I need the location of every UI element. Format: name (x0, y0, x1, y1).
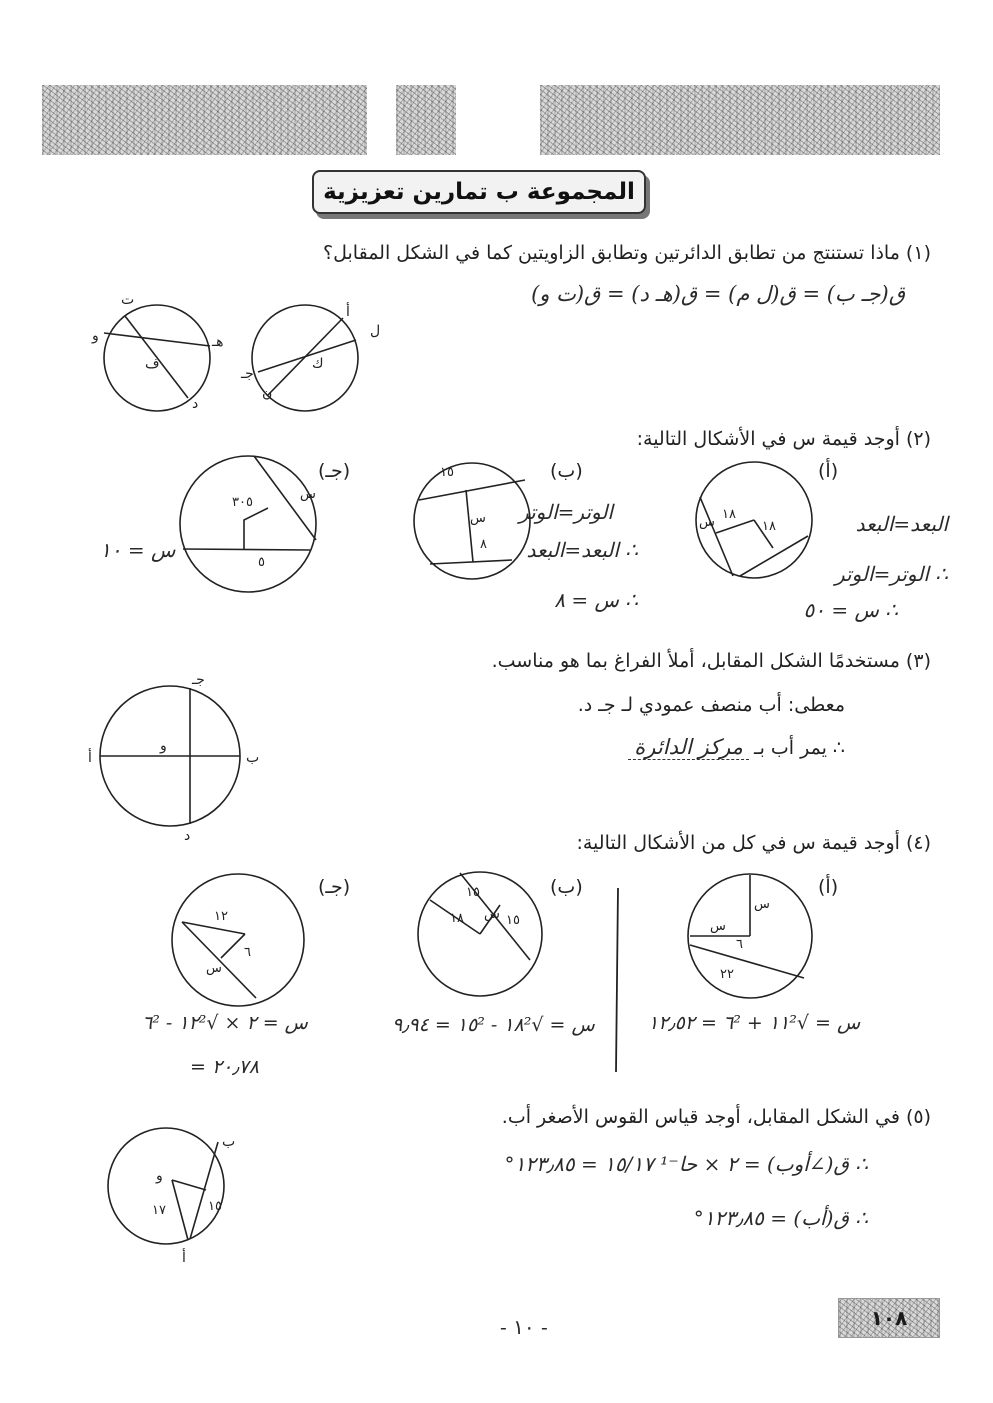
q2b-answer: ∴ س = ٨ (554, 588, 638, 612)
q2a-tag: (أ) (818, 460, 839, 482)
q5-label-w: و (156, 1168, 163, 1184)
q2b-chord-bottom (430, 560, 512, 564)
q1-label-t: ت (121, 292, 135, 308)
q2c-answer: س = ١٠ (100, 538, 176, 562)
q2c-tag: (جـ) (318, 460, 351, 482)
q4c-dim12: ١٢ (214, 909, 228, 924)
q1-label-k: ك (312, 356, 324, 372)
q5-label-b: ب (222, 1134, 236, 1150)
q3-question: (٣) مستخدمًا الشكل المقابل، أملأ الفراغ بما هو مناسب. (491, 650, 931, 672)
q1-label-j: جـ (241, 366, 254, 382)
q4a-answer: س = √١١² + ٦² = ١٢٫٥٢ (648, 1012, 861, 1034)
q2b-note2: ∴ البعد=البعد (526, 538, 638, 562)
q1-label-l: ل (370, 323, 381, 339)
q1-label-a: أ (346, 304, 350, 320)
q1-label-n: ن (262, 385, 273, 401)
q5-circle (108, 1128, 224, 1244)
q2c-perp (244, 508, 268, 549)
q4b-tag: (ب) (550, 876, 583, 898)
q4a-var1: س (754, 897, 770, 912)
q2a-chord-right (740, 536, 808, 576)
q4b-dim15a: ١٥ (466, 885, 480, 900)
q3-label-a: أ (88, 750, 92, 766)
q2a-dim1: ١٨ (722, 507, 736, 522)
q4c-perp (221, 934, 245, 958)
q2b-note1: الوتر=الوتر (519, 500, 613, 524)
q2a-note2: ∴ الوتر=الوتر (834, 562, 948, 586)
q4a-var2: س (710, 919, 726, 934)
q1-question: (١) ماذا تستنتج من تطابق الدائرتين وتطابق الزاويتين كما في الشكل المقابل؟ (323, 242, 931, 264)
q5-line2: ∴ ق(أب) = ١٢٣٫٨٥° (693, 1206, 868, 1230)
q5-label-17: ١٧ (152, 1203, 166, 1218)
q4a-chord (690, 945, 804, 978)
q2b-tag: (ب) (550, 460, 583, 482)
q1-label-d: د (192, 396, 199, 412)
section-title: المجموعة ب تمارين تعزيزية (312, 170, 646, 214)
q3-label-w: و (160, 738, 167, 754)
q2c-circle (180, 456, 316, 592)
page-number: - ١٠ - (500, 1315, 548, 1339)
q4b-answer: س = √١٨² - ١٥² = ٩٫٩٤ (392, 1014, 595, 1036)
q3-label-j: جـ (192, 672, 205, 688)
q2b-dim-top: ١٥ (440, 465, 454, 480)
q1-label-w: و (92, 328, 99, 344)
q2b-chord-top (419, 480, 525, 500)
q5-line1: ∴ ق(∠أوب) = ٢ × حا⁻¹ ١٥/١٧ = ١٢٣٫٨٥° (504, 1152, 868, 1176)
q2-question: (٢) أوجد قيمة س في الأشكال التالية: (636, 428, 931, 450)
q5-perp (172, 1180, 206, 1190)
q4c-var: س (206, 961, 222, 976)
q2a-note1: البعد=البعد (855, 512, 948, 536)
q4c-dim6: ٦ (244, 945, 251, 960)
q3-conclusion-fill: مركز الدائرة (628, 735, 749, 760)
q3-given: معطى: أب منصف عمودي لـ جـ د. (577, 694, 845, 716)
q2c-var: س (300, 487, 316, 502)
q4c-answer2: = ٢٠٫٧٨ (190, 1056, 259, 1078)
q2b-dim-bottom: ٨ (480, 537, 487, 552)
q1-label-f: ف (145, 356, 160, 372)
q2a-dim2: ١٨ (762, 519, 776, 534)
page-stamp: ١٠٨ (838, 1298, 940, 1338)
q3-conclusion-prefix: ∴ يمر أب بـ (754, 737, 845, 759)
q2c-mark: ٥ (258, 555, 265, 570)
q5-question: (٥) في الشكل المقابل، أوجد قياس القوس الأصغر أب. (501, 1106, 931, 1128)
q1-chord-wh (104, 333, 210, 346)
q4b-dim18: ١٨ (450, 911, 464, 926)
q1-answer: ق(جـ ب) = ق(ل م) = ق(هـ د) = ق(ت و) (531, 282, 905, 306)
q2a-answer: ∴ س = ٥٠ (803, 598, 898, 622)
q5-label-a: أ (182, 1250, 186, 1266)
q4-question: (٤) أوجد قيمة س في كل من الأشكال التالية: (576, 832, 931, 854)
q2b-var: س (470, 511, 486, 526)
q3-label-b: ب (246, 750, 260, 766)
q3-label-d: د (184, 828, 191, 844)
q4c-tag: (جـ) (318, 876, 351, 898)
q4b-dim15b: ١٥ (506, 913, 520, 928)
q1-label-h: هـ (212, 334, 224, 350)
q4a-dim6: ٦ (736, 937, 743, 952)
q5-radius-oa (172, 1180, 188, 1240)
q2c-chord-bottom (183, 549, 310, 550)
q4a-tag: (أ) (818, 876, 839, 898)
q4c-answer1: س = ٢ × √١٢² - ٦² (142, 1012, 308, 1034)
q2c-dim: ٣٠٥ (232, 495, 253, 510)
q2a-var: س (699, 515, 715, 530)
q4a-dim22: ٢٢ (720, 967, 734, 982)
q4b-var: س (484, 907, 500, 922)
q4-divider (616, 888, 618, 1072)
q5-label-15: ١٥ (208, 1199, 222, 1214)
q2b-perp (466, 490, 473, 562)
q5-chord-ab (190, 1142, 218, 1239)
q1-chord-lj (258, 340, 356, 372)
